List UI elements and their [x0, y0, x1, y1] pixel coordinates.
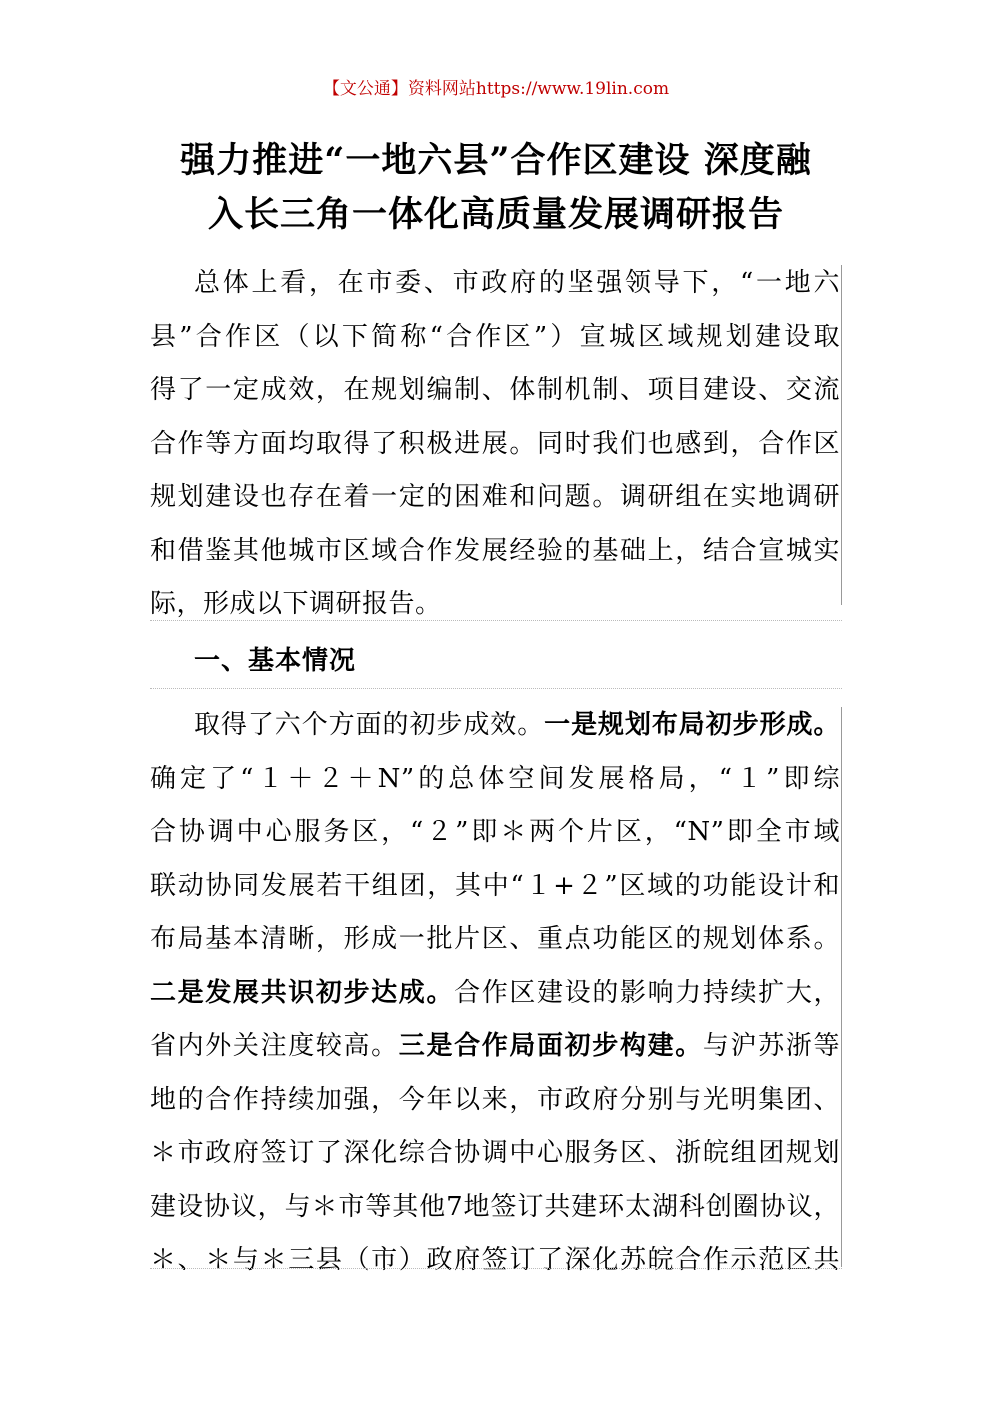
title-line-2: 入长三角一体化高质量发展调研报告	[207, 194, 784, 235]
paragraph-line	[150, 967, 840, 1021]
paragraph-line: 布局基本清晰，形成一批片区、重点功能区的规划体系。	[150, 924, 840, 954]
site-header: 【文公通】资料网站https://www.19lin.com	[322, 79, 670, 99]
text-run: 取得了六个方面的初步成效。	[194, 710, 545, 740]
paragraph-line: ＊市政府签订了深化综合协调中心服务区、浙皖组团规划	[150, 1138, 840, 1168]
paragraph-divider	[150, 620, 842, 621]
bold-run: 二是发展共识初步达成。	[150, 977, 455, 1008]
text-run: 省内外关注度较高。	[150, 1031, 399, 1061]
paragraph-divider	[150, 688, 842, 689]
paragraph-line: 地的合作持续加强，今年以来，市政府分别与光明集团、	[150, 1084, 840, 1115]
bold-run: 三是合作局面初步构建。	[398, 1031, 703, 1061]
paragraph-line	[150, 699, 840, 753]
paragraph-line: 确定了“１＋２＋N”的总体空间发展格局，“１”即综	[150, 763, 840, 794]
paragraph-line: 和借鉴其他城市区域合作发展经验的基础上，结合宣城实	[150, 535, 840, 566]
paragraph-line: 规划建设也存在着一定的困难和问题。调研组在实地调研	[150, 482, 840, 512]
paragraph-line: 合作等方面均取得了积极进展。同时我们也感到，合作区	[150, 428, 840, 459]
paragraph-line: 际，形成以下调研报告。	[150, 589, 442, 619]
document-title	[120, 134, 872, 242]
paragraph-line: 县”合作区（以下简称“合作区”）宣城区域规划建设取	[150, 321, 840, 352]
paragraph-line	[150, 1020, 840, 1074]
basic-situation-paragraph	[150, 699, 840, 1288]
section-heading: 一、基本情况	[194, 646, 357, 676]
text-run: 与沪苏浙等	[702, 1031, 840, 1061]
intro-paragraph	[150, 257, 840, 632]
paragraph-line: 建设协议，与＊市等其他7地签订共建环太湖科创圈协议，	[150, 1191, 840, 1222]
paragraph-line: 合协调中心服务区，“２”即＊两个片区，“N”即全市域	[150, 817, 840, 847]
paragraph-line: 联动协同发展若干组团，其中“１+２”区域的功能设计和	[150, 870, 840, 901]
title-line-1: 强力推进“一地六县”合作区建设 深度融	[180, 140, 812, 181]
paragraph-line: ＊、＊与＊三县（市）政府签订了深化苏皖合作示范区共	[150, 1245, 840, 1275]
margin-bar	[841, 265, 842, 605]
paragraph-divider	[150, 1268, 842, 1269]
bold-run: 一是规划布局初步形成。	[544, 710, 840, 740]
text-run: 合作区建设的影响力持续扩大，	[454, 977, 840, 1008]
paragraph-line: 总体上看，在市委、市政府的坚强领导下，“一地六	[194, 268, 840, 298]
paragraph-line: 得了一定成效，在规划编制、体制机制、项目建设、交流	[150, 375, 840, 405]
margin-bar	[841, 707, 842, 1267]
